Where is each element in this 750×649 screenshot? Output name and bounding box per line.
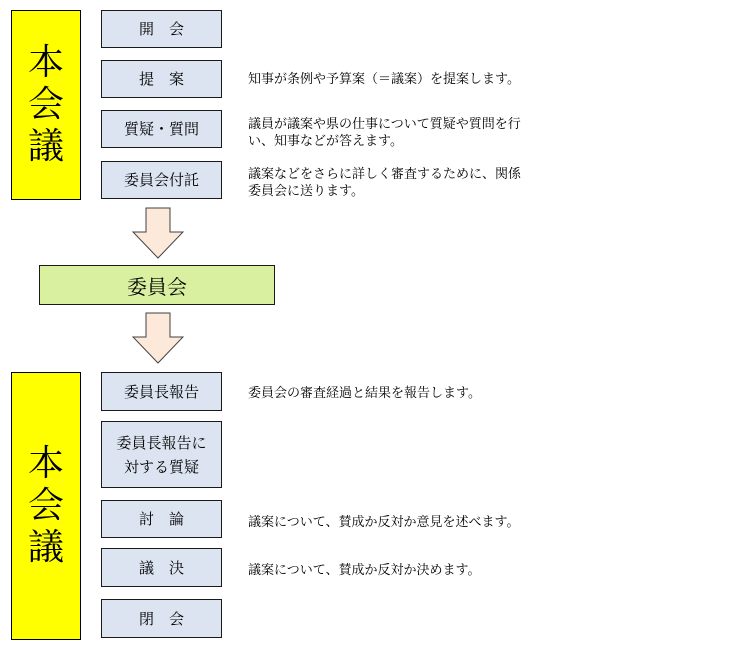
step-vote-label: 議 決 [138,558,184,577]
step-vote [101,548,222,587]
step-closing-label: 閉 会 [138,609,184,628]
plenary-session-text-top: 本 会 議 [27,42,64,167]
plenary-session-text-bottom: 本 会 議 [27,443,64,568]
step-closing [101,599,222,638]
step-committee-referral [101,161,222,199]
step-committee-referral-label: 委員会付託 [123,171,199,189]
step-chair-report [101,372,222,411]
committee-label: 委員会 [127,274,187,299]
step-debate-desc: 議案について、賛成か反対か意見を述べます。 [248,515,520,530]
step-debate [101,500,222,538]
committee-box [39,265,275,305]
step-vote-desc: 議案について、賛成か反対か決めます。 [248,563,481,578]
step-questions [101,110,222,148]
step-report-questions-label: 委員長報告に 対する質疑 [116,433,207,476]
step-chair-report-desc: 委員会の審査経過と結果を報告します。 [248,386,481,401]
down-arrow-icon [132,207,184,259]
step-committee-referral-desc: 議案などをさらに詳しく審査するために、関係 委員会に送ります。 [248,167,522,199]
step-questions-label: 質疑・質問 [123,120,199,138]
down-arrow-icon [132,312,184,364]
step-chair-report-label: 委員長報告 [123,382,199,401]
plenary-session-label-top [11,10,81,200]
step-report-questions [101,421,222,488]
step-debate-label: 討 論 [138,510,184,528]
step-proposal-desc: 知事が条例や予算案（＝議案）を提案します。 [248,72,520,87]
step-opening-label: 開 会 [138,20,184,38]
step-proposal [101,60,222,98]
step-opening [101,10,222,48]
step-questions-desc: 議員が議案や県の仕事について質疑や質問を行 い、知事などが答えます。 [248,117,521,149]
plenary-session-label-bottom [11,372,81,640]
step-proposal-label: 提 案 [138,70,184,88]
